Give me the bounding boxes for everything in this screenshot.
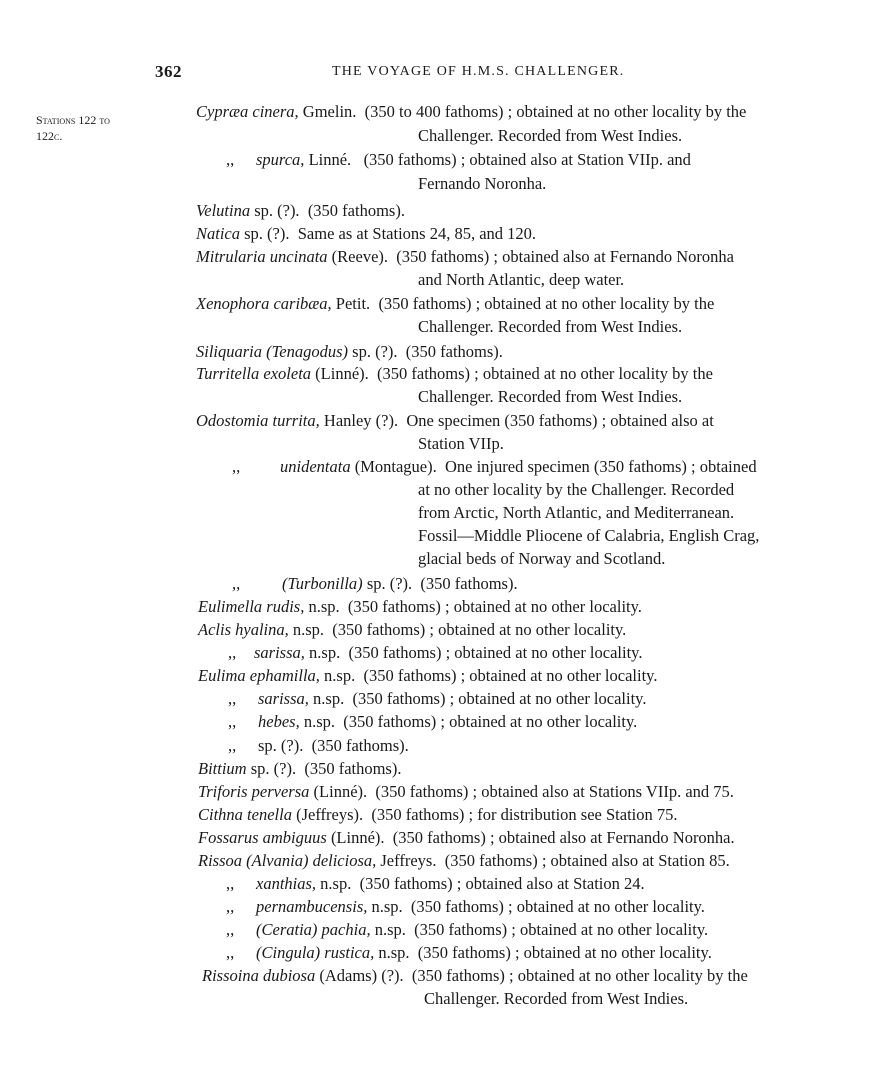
species-entry <box>198 595 642 618</box>
species-note: (350 fathoms) ; obtained also at Station 24. <box>359 874 645 893</box>
species-entry <box>196 100 746 123</box>
ditto-mark: ,, <box>228 643 237 662</box>
species-entry <box>198 780 734 803</box>
species-note: (350 fathoms) ; obtained at no other locality. <box>352 689 647 708</box>
species-author: sp. (?). <box>240 224 290 243</box>
margin-note-line: Stations 122 to <box>36 113 110 127</box>
species-note: (350 fathoms) ; obtained at no other locality. <box>363 666 658 685</box>
margin-note-line: 122c. <box>36 129 63 143</box>
species-entry <box>196 199 405 222</box>
species-name: Fossarus ambiguus <box>198 828 327 847</box>
species-note: (350 fathoms) ; for distribution see Station 75. <box>371 805 678 824</box>
species-author: Jeffreys. <box>376 851 437 870</box>
entry-continuation: glacial beds of Norway and Scotland. <box>418 549 666 568</box>
species-entry <box>232 572 518 595</box>
species-note: One specimen (350 fathoms) ; obtained also at <box>406 411 714 430</box>
species-name: hebes, <box>258 712 300 731</box>
entry-continuation: from Arctic, North Atlantic, and Mediterranean. <box>418 503 735 522</box>
species-note: (350 fathoms). <box>311 736 409 755</box>
species-author: Petit. <box>331 294 371 313</box>
species-entry <box>228 687 646 710</box>
species-entry <box>228 734 409 757</box>
ditto-mark: ,, <box>226 150 235 169</box>
entry-continuation: Challenger. Recorded from West Indies. <box>418 317 683 336</box>
species-note: (350 fathoms) ; obtained at no other locality. <box>417 943 712 962</box>
species-name: sarissa, <box>258 689 309 708</box>
species-author: n.sp. <box>304 597 340 616</box>
species-note: (350 fathoms) ; obtained at no other locality by the <box>378 294 715 313</box>
species-note: (350 fathoms) ; obtained also at Station 85. <box>444 851 730 870</box>
ditto-mark: ,, <box>232 457 241 476</box>
species-author: sp. (?). <box>258 736 304 755</box>
species-note: (350 fathoms). <box>304 759 402 778</box>
species-author: n.sp. <box>319 666 356 685</box>
species-name: Triforis perversa <box>198 782 310 801</box>
species-entry <box>198 757 401 780</box>
species-author: n.sp. <box>367 897 403 916</box>
running-head: THE VOYAGE OF H.M.S. CHALLENGER. <box>332 64 625 79</box>
entry-continuation: Challenger. Recorded from West Indies. <box>418 387 683 406</box>
species-entry <box>198 664 657 687</box>
species-note: (350 fathoms) ; obtained at no other locality. <box>348 643 643 662</box>
species-author: n.sp. <box>370 920 406 939</box>
species-note: Same as at Stations 24, 85, and 120. <box>297 224 537 243</box>
species-note: (350 fathoms). <box>405 342 503 361</box>
species-author: (Linné). <box>311 364 369 383</box>
species-author: n.sp. <box>288 620 325 639</box>
species-name: Odostomia turrita, <box>196 411 320 430</box>
entry-continuation: Fernando Noronha. <box>418 174 547 193</box>
species-entry <box>226 872 645 895</box>
species-author: Gmelin. <box>298 102 357 121</box>
species-entry <box>196 409 714 432</box>
species-name: Rissoa (Alvania) deliciosa, <box>198 851 377 870</box>
species-name: Cypræa cinera, <box>196 102 299 121</box>
ditto-mark: ,, <box>228 736 237 755</box>
species-name: spurca, <box>256 150 305 169</box>
species-name: Rissoina dubiosa <box>202 966 316 985</box>
species-entry <box>196 340 503 363</box>
species-name: (Cingula) rustica, <box>256 943 375 962</box>
ditto-mark: ,, <box>226 920 235 939</box>
ditto-mark: ,, <box>232 574 241 593</box>
ditto-mark: ,, <box>226 897 235 916</box>
species-author: n.sp. <box>308 689 345 708</box>
species-entry <box>232 455 757 478</box>
species-entry <box>226 918 708 941</box>
species-entry <box>196 292 714 315</box>
species-name: (Ceratia) pachia, <box>256 920 371 939</box>
species-name: Natica <box>196 224 240 243</box>
species-entry <box>198 826 735 849</box>
species-note: (350 fathoms) ; obtained at no other locality. <box>414 920 709 939</box>
species-entry <box>198 849 730 872</box>
species-author: sp. (?). <box>348 342 398 361</box>
species-name: Aclis hyalina, <box>198 620 289 639</box>
species-author: (Montague). <box>350 457 437 476</box>
species-entry <box>228 710 637 733</box>
species-name: Cithna tenella <box>198 805 292 824</box>
species-author: sp. (?). <box>250 201 300 220</box>
ditto-mark: ,, <box>228 712 237 731</box>
species-name: sarissa, <box>254 643 305 662</box>
species-author: Hanley (?). <box>319 411 399 430</box>
species-name: Siliquaria (Tenagodus) <box>196 342 349 361</box>
species-note: (350 fathoms) ; obtained also at Fernando Noronha <box>396 247 734 266</box>
entry-continuation: Challenger. Recorded from West Indies. <box>418 126 683 145</box>
species-name: (Turbonilla) <box>282 574 363 593</box>
species-author: n.sp. <box>316 874 352 893</box>
species-author: n.sp. <box>304 643 341 662</box>
species-note: (350 fathoms) ; obtained at no other locality by the <box>377 364 713 383</box>
species-note: (350 fathoms) ; obtained at no other locality by the <box>411 966 748 985</box>
species-note: (350 fathoms) ; obtained at no other locality. <box>410 897 705 916</box>
species-name: xanthias, <box>256 874 317 893</box>
page-number: 362 <box>155 62 182 81</box>
species-entry <box>198 803 678 826</box>
species-author: n.sp. <box>374 943 410 962</box>
species-note: (350 fathoms) ; obtained also at Station VIIp. and <box>363 150 691 169</box>
species-author: sp. (?). <box>362 574 413 593</box>
entry-continuation: Fossil—Middle Pliocene of Calabria, English Crag, <box>418 526 760 545</box>
species-author: (Linné). <box>309 782 368 801</box>
species-entry <box>228 641 642 664</box>
species-name: Turritella exoleta <box>196 364 312 383</box>
species-note: (350 fathoms) ; obtained at no other locality. <box>343 712 638 731</box>
species-author: (Reeve). <box>327 247 389 266</box>
entry-continuation: and North Atlantic, deep water. <box>418 270 625 289</box>
species-author: (Jeffreys). <box>291 805 364 824</box>
species-author: n.sp. <box>299 712 335 731</box>
species-note: (350 to 400 fathoms) ; obtained at no other locality by the <box>364 102 747 121</box>
entry-continuation: at no other locality by the Challenger. Recorded <box>418 480 735 499</box>
entry-continuation: Station VIIp. <box>418 434 504 453</box>
species-note: (350 fathoms) ; obtained at no other locality. <box>347 597 642 616</box>
species-entry <box>226 148 691 171</box>
species-note: (350 fathoms) ; obtained also at Fernando Noronha. <box>392 828 735 847</box>
species-entry <box>198 618 626 641</box>
ditto-mark: ,, <box>226 943 235 962</box>
species-note: (350 fathoms). <box>307 201 405 220</box>
species-note: (350 fathoms) ; obtained at no other locality. <box>332 620 627 639</box>
species-name: Mitrularia uncinata <box>196 247 328 266</box>
species-name: pernambucensis, <box>256 897 368 916</box>
entry-continuation: Challenger. Recorded from West Indies. <box>424 989 689 1008</box>
species-note: One injured specimen (350 fathoms) ; obtained <box>444 457 757 476</box>
species-name: Eulima ephamilla, <box>198 666 320 685</box>
species-entry <box>196 222 536 245</box>
species-name: Eulimella rudis, <box>198 597 305 616</box>
species-name: Xenophora caribæa, <box>196 294 332 313</box>
ditto-mark: ,, <box>228 689 237 708</box>
species-entry <box>202 964 748 987</box>
species-author: (Linné). <box>326 828 385 847</box>
species-name: Bittium <box>198 759 247 778</box>
species-author: (Adams) (?). <box>315 966 404 985</box>
species-entry <box>196 245 734 268</box>
ditto-mark: ,, <box>226 874 235 893</box>
species-note: (350 fathoms). <box>420 574 518 593</box>
species-entry <box>226 895 705 918</box>
species-author: sp. (?). <box>246 759 297 778</box>
margin-note <box>36 112 156 144</box>
species-entry <box>226 941 712 964</box>
species-author: Linné. <box>304 150 352 169</box>
species-name: unidentata <box>280 457 351 476</box>
species-name: Velutina <box>196 201 251 220</box>
species-note: (350 fathoms) ; obtained also at Stations VIIp. and 75. <box>375 782 734 801</box>
species-entry <box>196 362 713 385</box>
